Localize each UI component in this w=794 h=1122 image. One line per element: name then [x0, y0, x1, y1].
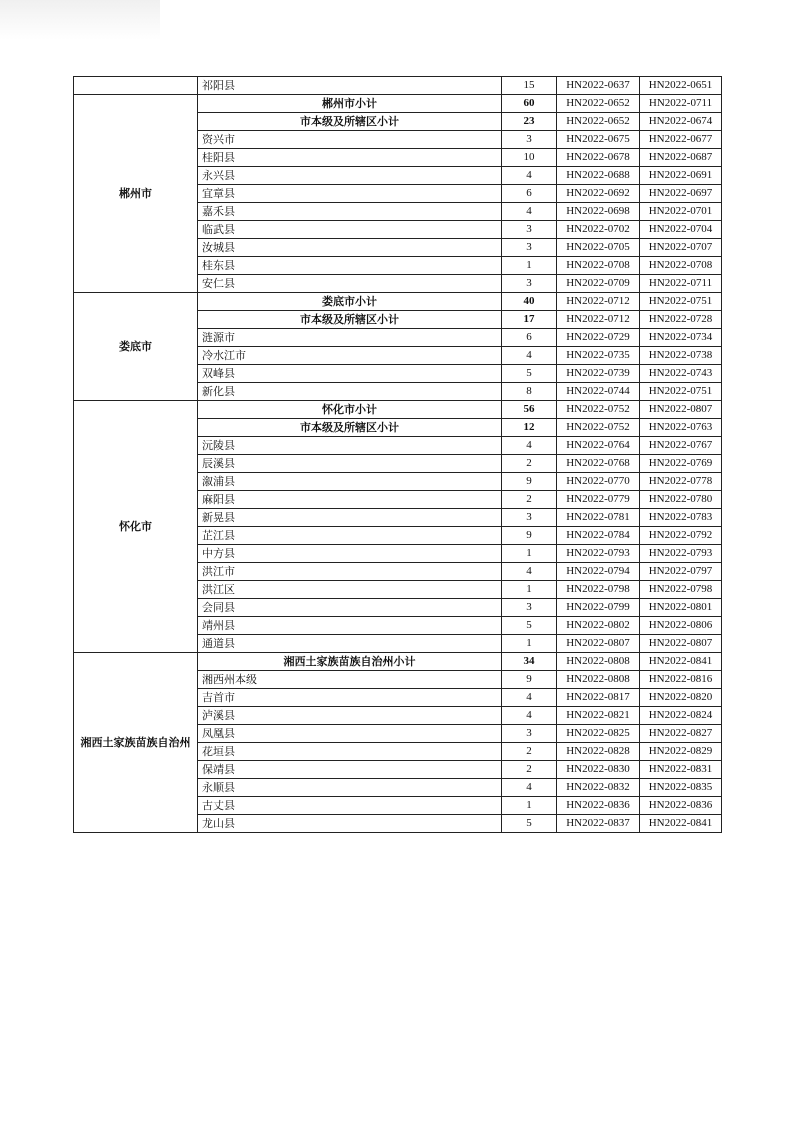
count-cell: 4 [502, 167, 557, 185]
county-name-cell: 资兴市 [198, 131, 502, 149]
start-code-cell: HN2022-0784 [557, 527, 640, 545]
county-name-cell: 冷水江市 [198, 347, 502, 365]
end-code-cell: HN2022-0711 [640, 95, 722, 113]
count-cell: 12 [502, 419, 557, 437]
county-name-cell: 洪江区 [198, 581, 502, 599]
end-code-cell: HN2022-0674 [640, 113, 722, 131]
end-code-cell: HN2022-0841 [640, 653, 722, 671]
start-code-cell: HN2022-0808 [557, 653, 640, 671]
county-name-cell: 龙山县 [198, 815, 502, 833]
start-code-cell: HN2022-0802 [557, 617, 640, 635]
city-name-cell [74, 77, 198, 95]
end-code-cell: HN2022-0783 [640, 509, 722, 527]
county-name-cell: 永顺县 [198, 779, 502, 797]
city-name-cell: 怀化市 [74, 401, 198, 653]
county-name-cell: 花垣县 [198, 743, 502, 761]
count-cell: 3 [502, 239, 557, 257]
count-cell: 40 [502, 293, 557, 311]
county-name-cell: 靖州县 [198, 617, 502, 635]
county-name-cell: 双峰县 [198, 365, 502, 383]
count-cell: 5 [502, 617, 557, 635]
end-code-cell: HN2022-0707 [640, 239, 722, 257]
count-cell: 3 [502, 131, 557, 149]
county-name-cell: 凤凰县 [198, 725, 502, 743]
subtotal-label: 怀化市小计 [198, 401, 502, 419]
end-code-cell: HN2022-0797 [640, 563, 722, 581]
count-cell: 9 [502, 671, 557, 689]
start-code-cell: HN2022-0744 [557, 383, 640, 401]
start-code-cell: HN2022-0821 [557, 707, 640, 725]
end-code-cell: HN2022-0816 [640, 671, 722, 689]
start-code-cell: HN2022-0712 [557, 311, 640, 329]
start-code-cell: HN2022-0675 [557, 131, 640, 149]
count-cell: 4 [502, 203, 557, 221]
start-code-cell: HN2022-0768 [557, 455, 640, 473]
end-code-cell: HN2022-0827 [640, 725, 722, 743]
county-name-cell: 泸溪县 [198, 707, 502, 725]
end-code-cell: HN2022-0841 [640, 815, 722, 833]
start-code-cell: HN2022-0798 [557, 581, 640, 599]
county-name-cell: 古丈县 [198, 797, 502, 815]
start-code-cell: HN2022-0825 [557, 725, 640, 743]
county-name-cell: 湘西州本级 [198, 671, 502, 689]
county-name-cell: 桂阳县 [198, 149, 502, 167]
county-name-cell: 通道县 [198, 635, 502, 653]
start-code-cell: HN2022-0678 [557, 149, 640, 167]
end-code-cell: HN2022-0829 [640, 743, 722, 761]
subtotal-label: 娄底市小计 [198, 293, 502, 311]
start-code-cell: HN2022-0832 [557, 779, 640, 797]
count-cell: 4 [502, 707, 557, 725]
end-code-cell: HN2022-0751 [640, 383, 722, 401]
count-cell: 1 [502, 581, 557, 599]
county-name-cell: 涟源市 [198, 329, 502, 347]
count-cell: 4 [502, 347, 557, 365]
count-cell: 9 [502, 473, 557, 491]
end-code-cell: HN2022-0711 [640, 275, 722, 293]
count-cell: 4 [502, 779, 557, 797]
count-cell: 4 [502, 563, 557, 581]
end-code-cell: HN2022-0780 [640, 491, 722, 509]
end-code-cell: HN2022-0743 [640, 365, 722, 383]
count-cell: 17 [502, 311, 557, 329]
county-name-cell: 桂东县 [198, 257, 502, 275]
county-name-cell: 沅陵县 [198, 437, 502, 455]
table-row [74, 77, 722, 95]
start-code-cell: HN2022-0781 [557, 509, 640, 527]
county-name-cell: 中方县 [198, 545, 502, 563]
start-code-cell: HN2022-0807 [557, 635, 640, 653]
start-code-cell: HN2022-0692 [557, 185, 640, 203]
end-code-cell: HN2022-0798 [640, 581, 722, 599]
start-code-cell: HN2022-0702 [557, 221, 640, 239]
county-name-cell: 祁阳县 [198, 77, 502, 95]
end-code-cell: HN2022-0806 [640, 617, 722, 635]
count-cell: 2 [502, 761, 557, 779]
count-cell: 1 [502, 635, 557, 653]
end-code-cell: HN2022-0691 [640, 167, 722, 185]
count-cell: 6 [502, 329, 557, 347]
count-cell: 2 [502, 455, 557, 473]
allocation-table [73, 76, 722, 833]
count-cell: 4 [502, 437, 557, 455]
subtotal-row [74, 401, 722, 419]
county-name-cell: 芷江县 [198, 527, 502, 545]
subtotal-row [74, 95, 722, 113]
county-name-cell: 麻阳县 [198, 491, 502, 509]
count-cell: 10 [502, 149, 557, 167]
county-name-cell: 永兴县 [198, 167, 502, 185]
start-code-cell: HN2022-0688 [557, 167, 640, 185]
end-code-cell: HN2022-0792 [640, 527, 722, 545]
end-code-cell: HN2022-0751 [640, 293, 722, 311]
start-code-cell: HN2022-0794 [557, 563, 640, 581]
end-code-cell: HN2022-0824 [640, 707, 722, 725]
county-name-cell: 安仁县 [198, 275, 502, 293]
end-code-cell: HN2022-0704 [640, 221, 722, 239]
start-code-cell: HN2022-0793 [557, 545, 640, 563]
count-cell: 3 [502, 221, 557, 239]
end-code-cell: HN2022-0697 [640, 185, 722, 203]
count-cell: 60 [502, 95, 557, 113]
subtotal-label: 市本级及所辖区小计 [198, 113, 502, 131]
end-code-cell: HN2022-0801 [640, 599, 722, 617]
count-cell: 3 [502, 509, 557, 527]
start-code-cell: HN2022-0799 [557, 599, 640, 617]
start-code-cell: HN2022-0712 [557, 293, 640, 311]
end-code-cell: HN2022-0836 [640, 797, 722, 815]
county-name-cell: 临武县 [198, 221, 502, 239]
county-name-cell: 保靖县 [198, 761, 502, 779]
start-code-cell: HN2022-0735 [557, 347, 640, 365]
count-cell: 56 [502, 401, 557, 419]
start-code-cell: HN2022-0739 [557, 365, 640, 383]
county-name-cell: 会同县 [198, 599, 502, 617]
county-name-cell: 吉首市 [198, 689, 502, 707]
start-code-cell: HN2022-0637 [557, 77, 640, 95]
count-cell: 2 [502, 491, 557, 509]
start-code-cell: HN2022-0770 [557, 473, 640, 491]
start-code-cell: HN2022-0808 [557, 671, 640, 689]
count-cell: 1 [502, 797, 557, 815]
end-code-cell: HN2022-0793 [640, 545, 722, 563]
count-cell: 3 [502, 599, 557, 617]
start-code-cell: HN2022-0752 [557, 419, 640, 437]
count-cell: 15 [502, 77, 557, 95]
county-name-cell: 新化县 [198, 383, 502, 401]
end-code-cell: HN2022-0763 [640, 419, 722, 437]
count-cell: 9 [502, 527, 557, 545]
start-code-cell: HN2022-0752 [557, 401, 640, 419]
county-name-cell: 新晃县 [198, 509, 502, 527]
count-cell: 1 [502, 545, 557, 563]
subtotal-label: 市本级及所辖区小计 [198, 311, 502, 329]
end-code-cell: HN2022-0738 [640, 347, 722, 365]
end-code-cell: HN2022-0807 [640, 635, 722, 653]
start-code-cell: HN2022-0828 [557, 743, 640, 761]
count-cell: 1 [502, 257, 557, 275]
subtotal-label: 郴州市小计 [198, 95, 502, 113]
end-code-cell: HN2022-0807 [640, 401, 722, 419]
start-code-cell: HN2022-0764 [557, 437, 640, 455]
count-cell: 5 [502, 815, 557, 833]
start-code-cell: HN2022-0836 [557, 797, 640, 815]
end-code-cell: HN2022-0835 [640, 779, 722, 797]
city-name-cell: 郴州市 [74, 95, 198, 293]
start-code-cell: HN2022-0708 [557, 257, 640, 275]
start-code-cell: HN2022-0729 [557, 329, 640, 347]
end-code-cell: HN2022-0734 [640, 329, 722, 347]
county-name-cell: 嘉禾县 [198, 203, 502, 221]
start-code-cell: HN2022-0709 [557, 275, 640, 293]
end-code-cell: HN2022-0651 [640, 77, 722, 95]
scan-shading [0, 0, 160, 40]
end-code-cell: HN2022-0728 [640, 311, 722, 329]
start-code-cell: HN2022-0698 [557, 203, 640, 221]
subtotal-label: 市本级及所辖区小计 [198, 419, 502, 437]
count-cell: 5 [502, 365, 557, 383]
end-code-cell: HN2022-0708 [640, 257, 722, 275]
end-code-cell: HN2022-0778 [640, 473, 722, 491]
start-code-cell: HN2022-0705 [557, 239, 640, 257]
end-code-cell: HN2022-0820 [640, 689, 722, 707]
county-name-cell: 溆浦县 [198, 473, 502, 491]
start-code-cell: HN2022-0652 [557, 113, 640, 131]
city-name-cell: 湘西土家族苗族自治州 [74, 653, 198, 833]
end-code-cell: HN2022-0677 [640, 131, 722, 149]
city-name-cell: 娄底市 [74, 293, 198, 401]
subtotal-row [74, 653, 722, 671]
start-code-cell: HN2022-0779 [557, 491, 640, 509]
start-code-cell: HN2022-0837 [557, 815, 640, 833]
county-name-cell: 洪江市 [198, 563, 502, 581]
start-code-cell: HN2022-0817 [557, 689, 640, 707]
end-code-cell: HN2022-0701 [640, 203, 722, 221]
count-cell: 3 [502, 725, 557, 743]
start-code-cell: HN2022-0830 [557, 761, 640, 779]
county-name-cell: 汝城县 [198, 239, 502, 257]
county-name-cell: 宜章县 [198, 185, 502, 203]
count-cell: 4 [502, 689, 557, 707]
end-code-cell: HN2022-0767 [640, 437, 722, 455]
subtotal-row [74, 293, 722, 311]
count-cell: 8 [502, 383, 557, 401]
count-cell: 34 [502, 653, 557, 671]
count-cell: 6 [502, 185, 557, 203]
count-cell: 3 [502, 275, 557, 293]
end-code-cell: HN2022-0769 [640, 455, 722, 473]
county-name-cell: 辰溪县 [198, 455, 502, 473]
end-code-cell: HN2022-0687 [640, 149, 722, 167]
end-code-cell: HN2022-0831 [640, 761, 722, 779]
subtotal-label: 湘西土家族苗族自治州小计 [198, 653, 502, 671]
count-cell: 23 [502, 113, 557, 131]
count-cell: 2 [502, 743, 557, 761]
start-code-cell: HN2022-0652 [557, 95, 640, 113]
allocation-table-body [74, 77, 722, 833]
